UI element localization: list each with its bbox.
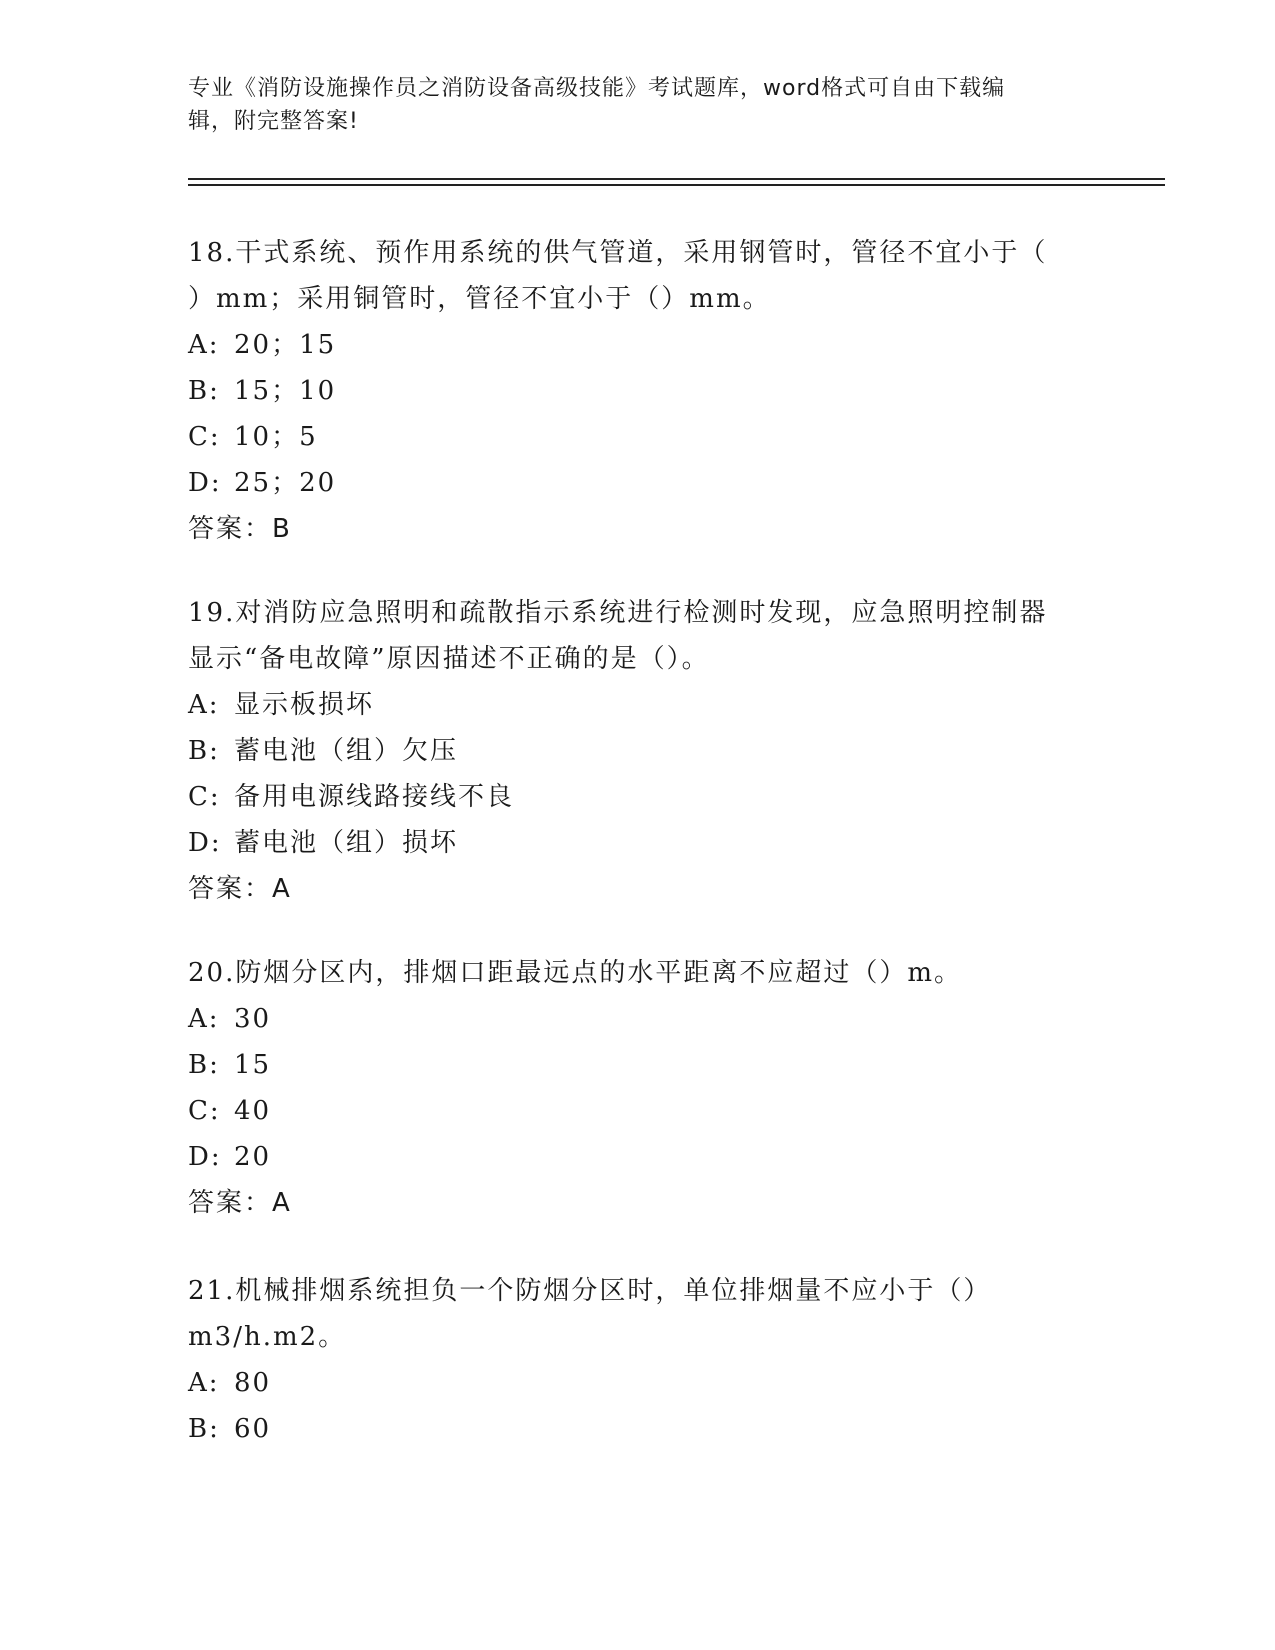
option-letter: A: — [188, 330, 220, 360]
answer-line: 答案：A — [188, 1188, 292, 1218]
option-letter: A: — [188, 1004, 220, 1034]
option-letter: D: — [188, 1142, 222, 1172]
stem-line: m3/h.m2。 — [188, 1322, 347, 1352]
option-text: 15；10 — [234, 376, 337, 406]
option-text: 10；5 — [234, 422, 318, 452]
option-text: 60 — [234, 1414, 272, 1444]
option-b — [188, 728, 1088, 774]
option-letter: B: — [188, 376, 220, 406]
option-d — [188, 820, 1088, 866]
option-d — [188, 460, 1088, 506]
question-20 — [188, 950, 1088, 1226]
stem-line: 20.防烟分区内，排烟口距最远点的水平距离不应超过（）m。 — [188, 958, 963, 988]
stem-line: 21.机械排烟系统担负一个防烟分区时，单位排烟量不应小于（） — [188, 1276, 992, 1306]
option-d — [188, 1134, 1088, 1180]
option-text: 蓄电池（组）欠压 — [234, 736, 459, 766]
option-a — [188, 996, 1088, 1042]
stem-line: 18.干式系统、预作用系统的供气管道，采用钢管时，管径不宜小于（ — [188, 238, 1048, 268]
option-c — [188, 414, 1088, 460]
option-text: 40 — [234, 1096, 272, 1126]
stem-line: 19.对消防应急照明和疏散指示系统进行检测时发现，应急照明控制器 — [188, 598, 1048, 628]
option-letter: C: — [188, 1096, 221, 1126]
option-a — [188, 1360, 1088, 1406]
option-a — [188, 322, 1088, 368]
option-text: 15 — [234, 1050, 272, 1080]
header-line-2: 辑，附完整答案! — [188, 109, 359, 134]
option-letter: A: — [188, 690, 220, 720]
question-19 — [188, 590, 1088, 912]
option-b — [188, 368, 1088, 414]
option-text: 30 — [234, 1004, 272, 1034]
question-stem — [188, 1268, 1088, 1360]
option-a — [188, 682, 1088, 728]
option-text: 显示板损坏 — [234, 690, 375, 720]
option-letter: D: — [188, 828, 222, 858]
option-text: 25；20 — [234, 468, 337, 498]
stem-line: 显示“备电故障”原因描述不正确的是（）。 — [188, 644, 710, 674]
option-c — [188, 1088, 1088, 1134]
option-b — [188, 1406, 1088, 1452]
option-text: 蓄电池（组）损坏 — [234, 828, 459, 858]
document-header — [188, 72, 1088, 138]
option-text: 20；15 — [234, 330, 337, 360]
option-letter: C: — [188, 422, 221, 452]
question-stem — [188, 590, 1088, 682]
option-letter: B: — [188, 1414, 220, 1444]
option-letter: C: — [188, 782, 221, 812]
header-divider-top — [188, 178, 1165, 180]
header-divider-bottom — [188, 184, 1165, 186]
option-b — [188, 1042, 1088, 1088]
option-letter: B: — [188, 1050, 220, 1080]
option-c — [188, 774, 1088, 820]
option-letter: B: — [188, 736, 220, 766]
option-letter: D: — [188, 468, 222, 498]
question-18 — [188, 230, 1088, 552]
option-text: 备用电源线路接线不良 — [234, 782, 515, 812]
stem-line: ）mm；采用铜管时，管径不宜小于（）mm。 — [188, 284, 771, 314]
header-line-1: 专业《消防设施操作员之消防设备高级技能》考试题库，word格式可自由下载编 — [188, 76, 1006, 101]
option-text: 80 — [234, 1368, 272, 1398]
option-text: 20 — [234, 1142, 272, 1172]
question-stem — [188, 950, 1088, 996]
question-stem — [188, 230, 1088, 322]
answer-line: 答案：B — [188, 514, 292, 544]
question-21 — [188, 1268, 1088, 1452]
option-letter: A: — [188, 1368, 220, 1398]
answer-line: 答案：A — [188, 874, 292, 904]
